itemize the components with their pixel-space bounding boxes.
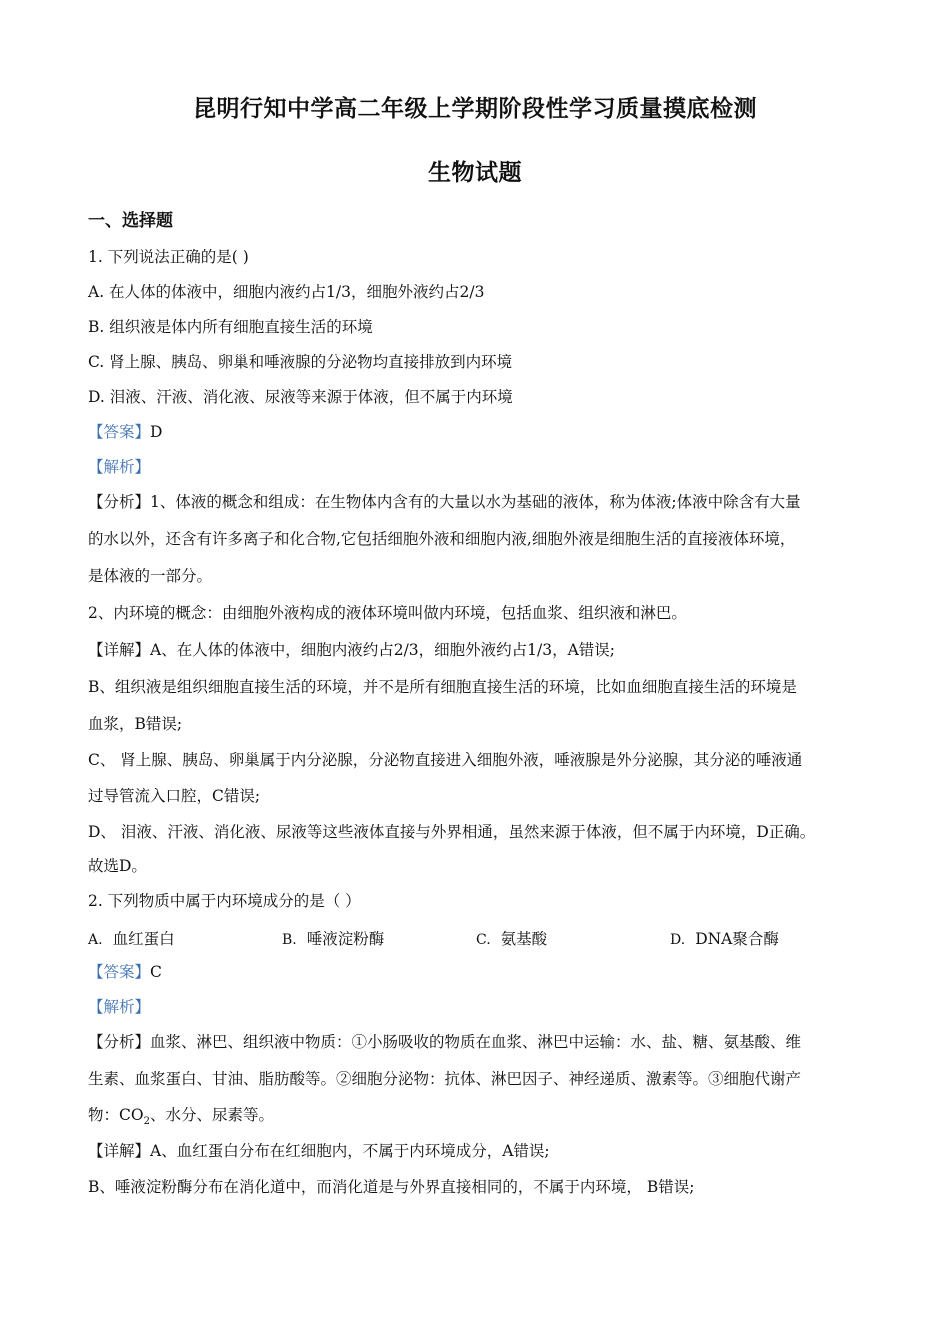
- q1-stem: 1. 下列说法正确的是( ): [88, 248, 249, 266]
- q1-option-a: A. 在人体的体液中，细胞内液约占1/3，细胞外液约占2/3: [88, 283, 485, 301]
- option-text: 唾液淀粉酶: [306, 930, 385, 948]
- q1-fenxi-line-2: 的水以外，还含有许多离子和化合物,它包括细胞外液和细胞内液,细胞外液是细胞生活的直接液体环境，: [88, 530, 796, 548]
- q1-answer: [88, 422, 878, 442]
- section-heading: 一、选择题: [88, 211, 173, 231]
- option-letter: B.: [282, 932, 297, 948]
- q2-option-b: [282, 927, 384, 949]
- q1-detail-line-5: 过导管流入口腔，C错误;: [88, 787, 261, 805]
- q1-detail-line: [88, 640, 878, 660]
- detail-text: A、在人体的体液中，细胞内液约占2/3，细胞外液约占1/3，A错误;: [150, 641, 616, 659]
- fenxi-text: 物：CO: [88, 1106, 144, 1124]
- q2-answer: [88, 962, 878, 982]
- q1-detail-line-3: 血浆，B错误;: [88, 715, 183, 733]
- answer-label: 【答案】: [88, 963, 151, 981]
- answer-label: 【答案】: [88, 423, 151, 441]
- q1-fenxi-line-4: 2、内环境的概念：由细胞外液构成的液体环境叫做内环境，包括血浆、组织液和淋巴。: [88, 604, 687, 622]
- fenxi-text: 、水分、尿素等。: [149, 1106, 274, 1124]
- q1-detail-line-2: B、组织液是组织细胞直接生活的环境，并不是所有细胞直接生活的环境，比如血细胞直接生活的环境是: [88, 678, 797, 696]
- q1-detail-line-6: D、 泪液、汗液、消化液、尿液等这些液体直接与外界相通，虽然来源于体液，但不属于内环境，D正确。: [88, 823, 816, 841]
- fenxi-text: 1、体液的概念和组成：在生物体内含有的大量以水为基础的液体，称为体液;体液中除含有大量: [150, 493, 801, 511]
- detail-label: 【详解】: [88, 641, 151, 659]
- option-letter: A.: [88, 932, 103, 948]
- option-text: 血红蛋白: [112, 930, 175, 948]
- detail-label: 【详解】: [88, 1142, 151, 1160]
- q1-option-d: D. 泪液、汗液、消化液、尿液等来源于体液，但不属于内环境: [88, 388, 513, 406]
- fenxi-text: 血浆、淋巴、组织液中物质：①小肠吸收的物质在血浆、淋巴中运输：水、盐、糖、氨基酸、维: [150, 1033, 802, 1051]
- q2-fenxi-line-2: 生素、血浆蛋白、甘油、脂肪酸等。②细胞分泌物：抗体、淋巴因子、神经递质、激素等。③细胞代谢产: [88, 1070, 802, 1088]
- q1-option-c: C. 肾上腺、胰岛、卵巢和唾液腺的分泌物均直接排放到内环境: [88, 353, 513, 371]
- page-title: 昆明行知中学高二年级上学期阶段性学习质量摸底检测: [193, 96, 757, 122]
- q1-fenxi-line-3: 是体液的一部分。: [88, 567, 213, 585]
- q1-option-b: B. 组织液是体内所有细胞直接生活的环境: [88, 318, 373, 336]
- q1-fenxi-line: [88, 492, 878, 512]
- q2-option-d: [670, 927, 779, 949]
- option-text: 氨基酸: [500, 930, 548, 948]
- option-text: DNA聚合酶: [695, 930, 779, 948]
- subscript: 2: [143, 1116, 150, 1128]
- answer-value: D: [150, 423, 163, 441]
- q2-fenxi-line: [88, 1032, 878, 1052]
- page-subtitle: 生物试题: [428, 160, 522, 186]
- q2-stem: 2. 下列物质中属于内环境成分的是（ ）: [88, 892, 361, 910]
- q2-option-a: [88, 927, 175, 949]
- detail-text: A、血红蛋白分布在红细胞内，不属于内环境成分，A错误;: [150, 1142, 550, 1160]
- q2-analysis-label: 【解析】: [88, 998, 151, 1016]
- q1-analysis-label: 【解析】: [88, 458, 151, 476]
- answer-value: C: [150, 963, 162, 981]
- option-letter: D.: [670, 932, 686, 948]
- option-letter: C.: [476, 932, 491, 948]
- q2-option-c: [476, 927, 547, 949]
- q1-detail-line-4: C、 肾上腺、胰岛、卵巢属于内分泌腺，分泌物直接进入细胞外液，唾液腺是外分泌腺，其分泌的唾液通: [88, 751, 803, 769]
- q2-detail-line: [88, 1141, 878, 1161]
- q2-fenxi-line-3: [88, 1105, 878, 1132]
- fenxi-label: 【分析】: [88, 493, 151, 511]
- q2-detail-line-2: B、唾液淀粉酶分布在消化道中，而消化道是与外界直接相同的，不属于内环境， B错误;: [88, 1178, 695, 1196]
- q1-conclusion: 故选D。: [88, 857, 147, 875]
- fenxi-label: 【分析】: [88, 1033, 151, 1051]
